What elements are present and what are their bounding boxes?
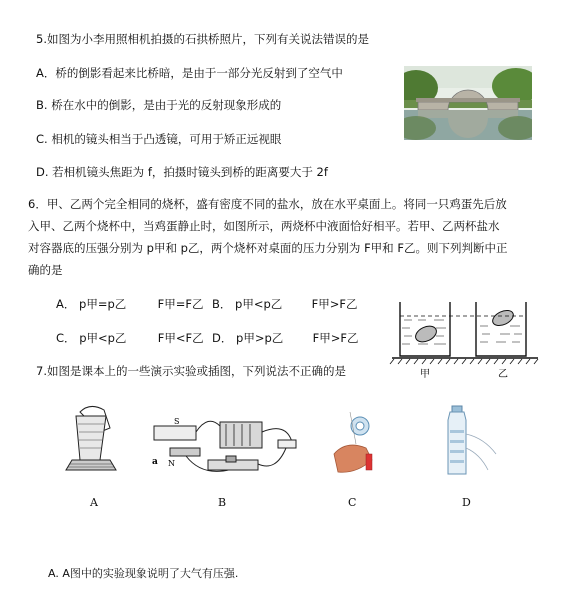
q6-option-b <box>212 296 357 312</box>
q6-option-a <box>56 296 203 312</box>
caption-b: B <box>218 496 227 509</box>
svg-text:N: N <box>168 459 175 468</box>
svg-text:S: S <box>174 417 180 426</box>
force-relation: F甲>F乙 <box>312 331 359 345</box>
q6-stem-line-1: 6．甲、乙两个完全相同的烧杯，盛有密度不同的盐水，放在水平桌面上。将同一只鸡蛋先后放 <box>28 197 507 211</box>
pressure-relation: p甲=p乙 <box>79 297 127 311</box>
q5-option-b: B. 桥在水中的倒影，是由于光的反射现象形成的 <box>36 98 282 112</box>
svg-text:a: a <box>152 457 158 467</box>
q5-option-d: D. 若相机镜头焦距为 f，拍摄时镜头到桥的距离要大于 2f <box>36 165 328 179</box>
caption-c: C <box>348 496 357 509</box>
beakers-figure <box>388 298 546 380</box>
q7-stem: 7.如图是课本上的一些演示实验或插图，下列说法不正确的是 <box>36 364 346 378</box>
force-relation: F甲=F乙 <box>157 297 204 311</box>
force-relation: F甲<F乙 <box>157 331 204 345</box>
q5-option-c: C. 相机的镜头相当于凸透镜，可用于矫正远视眼 <box>36 132 282 146</box>
pressure-relation: p甲<p乙 <box>235 297 283 311</box>
figure-c-hand-illustration <box>326 404 382 482</box>
force-relation: F甲>F乙 <box>311 297 358 311</box>
beaker-yi <box>476 302 526 356</box>
pressure-relation: p甲<p乙 <box>79 331 127 345</box>
option-letter: C． <box>56 331 76 345</box>
beaker-label-jia: 甲 <box>420 369 430 380</box>
q7-option-a: A. A图中的实验现象说明了大气有压强. <box>48 567 239 580</box>
option-letter: B． <box>212 297 232 311</box>
beaker-jia <box>400 302 450 356</box>
caption-d: D <box>462 496 471 509</box>
q6-option-d <box>212 330 358 346</box>
caption-a: A <box>90 496 98 509</box>
pressure-relation: p甲>p乙 <box>236 331 284 345</box>
q6-stem-line-2: 入甲、乙两个烧杯中，当鸡蛋静止时，如图所示，两烧杯中液面恰好相平。若甲、乙两杯盐水 <box>28 219 500 233</box>
option-letter: D． <box>212 331 233 345</box>
stone-bridge-photo <box>404 66 532 140</box>
q6-option-c <box>56 330 204 346</box>
q6-stem-line-3: 对容器底的压强分别为 p甲和 p乙，两个烧杯对桌面的压力分别为 F甲和 F乙。则下列判断中正 <box>28 241 508 255</box>
q5-stem: 5.如图为小李用照相机拍摄的石拱桥照片，下列有关说法错误的是 <box>36 32 369 46</box>
figure-b-circuit-experiment <box>146 412 300 482</box>
q5-option-a: A．桥的倒影看起来比桥暗，是由于一部分光反射到了空气中 <box>36 66 343 80</box>
beaker-label-yi: 乙 <box>498 369 508 380</box>
q6-stem-line-4: 确的是 <box>28 263 63 277</box>
option-letter: A． <box>56 297 76 311</box>
figure-d-water-bottle <box>438 404 502 482</box>
figure-a-glass-experiment <box>60 402 122 482</box>
